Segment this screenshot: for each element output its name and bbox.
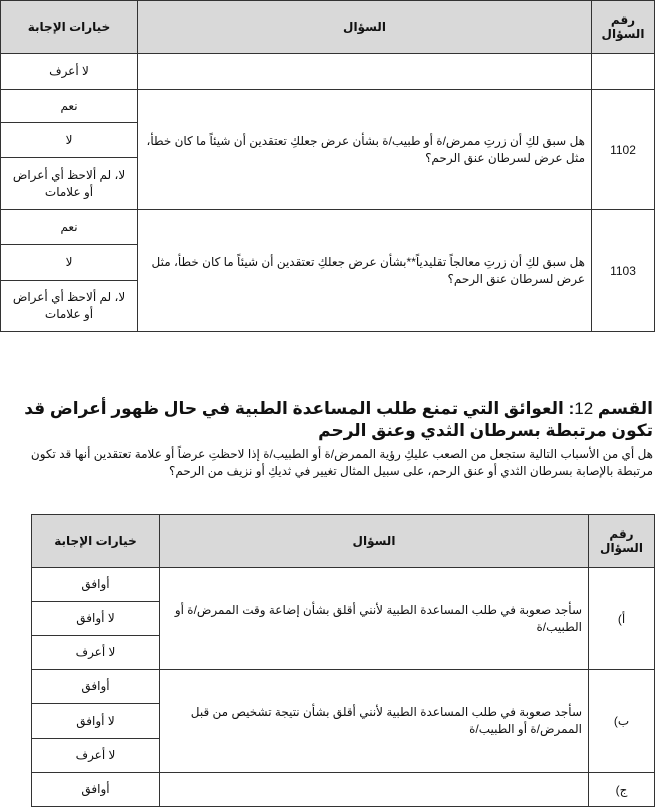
question-number: 1103 [592,210,655,332]
header-question: السؤال [138,1,592,54]
questions-table-1 [0,0,655,332]
answer-option: لا أوافق [32,704,160,739]
answer-option: أوافق [32,670,160,704]
question-number: ج) [589,773,655,807]
question-text [160,773,589,807]
answer-option: أوافق [32,568,160,602]
answer-option: لا [1,123,138,158]
section-label: القسم [597,399,653,418]
answer-option: لا أعرف [32,739,160,773]
answer-option: نعم [1,90,138,123]
answer-option: لا، لم ألاحظ أي أعراض أو علامات [1,281,138,332]
answer-option: لا، لم ألاحظ أي أعراض أو علامات [1,158,138,210]
question-text: سأجد صعوبة في طلب المساعدة الطبية لأنني أقلق بشأن إضاعة وقت الممرض/ة أو الطبيب/ة [160,568,589,670]
section-title [3,398,653,442]
header-options: خيارات الإجابة [1,1,138,54]
header-number: رقم السؤال [589,515,655,568]
header-question: السؤال [160,515,589,568]
section-intro: هل أي من الأسباب التالية ستجعل من الصعب عليكِ رؤية الممرض/ة أو الطبيب/ة إذا لاحظتِ عرضاً أو علامة تعتقدين أنها قد تكون مرتبطة بالإصابة بسرطان الثدي أو عنق الرحم، على سبيل المثال تغيير في ثديكِ أو نزيف من الرحم؟ [30,447,653,478]
section-number: 12 [574,399,594,418]
question-text: هل سبق لكِ أن زرتِ ممرض/ة أو طبيب/ة بشأن عرض جعلكِ تعتقدين أن شيئاً ما كان خطأ، مثل عرض لسرطان عنق الرحم؟ [138,90,592,210]
question-number: أ) [589,568,655,670]
answer-option: لا [1,245,138,281]
question-number: ب) [589,670,655,773]
question-number: 1102 [592,90,655,210]
empty-cell [592,54,655,90]
header-number: رقم السؤال [592,1,655,54]
question-text: هل سبق لكِ أن زرتِ معالجاً تقليدياً**بشأن عرض جعلكِ تعتقدين أن شيئاً ما كان خطأ، مثل عرض لسرطان عنق الرحم؟ [138,210,592,332]
answer-option: نعم [1,210,138,245]
answer-option: لا أعرف [1,54,138,90]
answer-option: أوافق [32,773,160,807]
answer-option: لا أعرف [32,636,160,670]
empty-cell [138,54,592,90]
section-heading: : العوائق التي تمنع طلب المساعدة الطبية في حال ظهور أعراض قد تكون مرتبطة بسرطان الثدي وعنق الرحم [24,399,653,440]
question-text: سأجد صعوبة في طلب المساعدة الطبية لأنني أقلق بشأن نتيجة تشخيص من قبل الممرض/ة أو الطبيب/ة [160,670,589,773]
answer-option: لا أوافق [32,602,160,636]
header-options: خيارات الإجابة [32,515,160,568]
questions-table-2 [31,514,655,807]
